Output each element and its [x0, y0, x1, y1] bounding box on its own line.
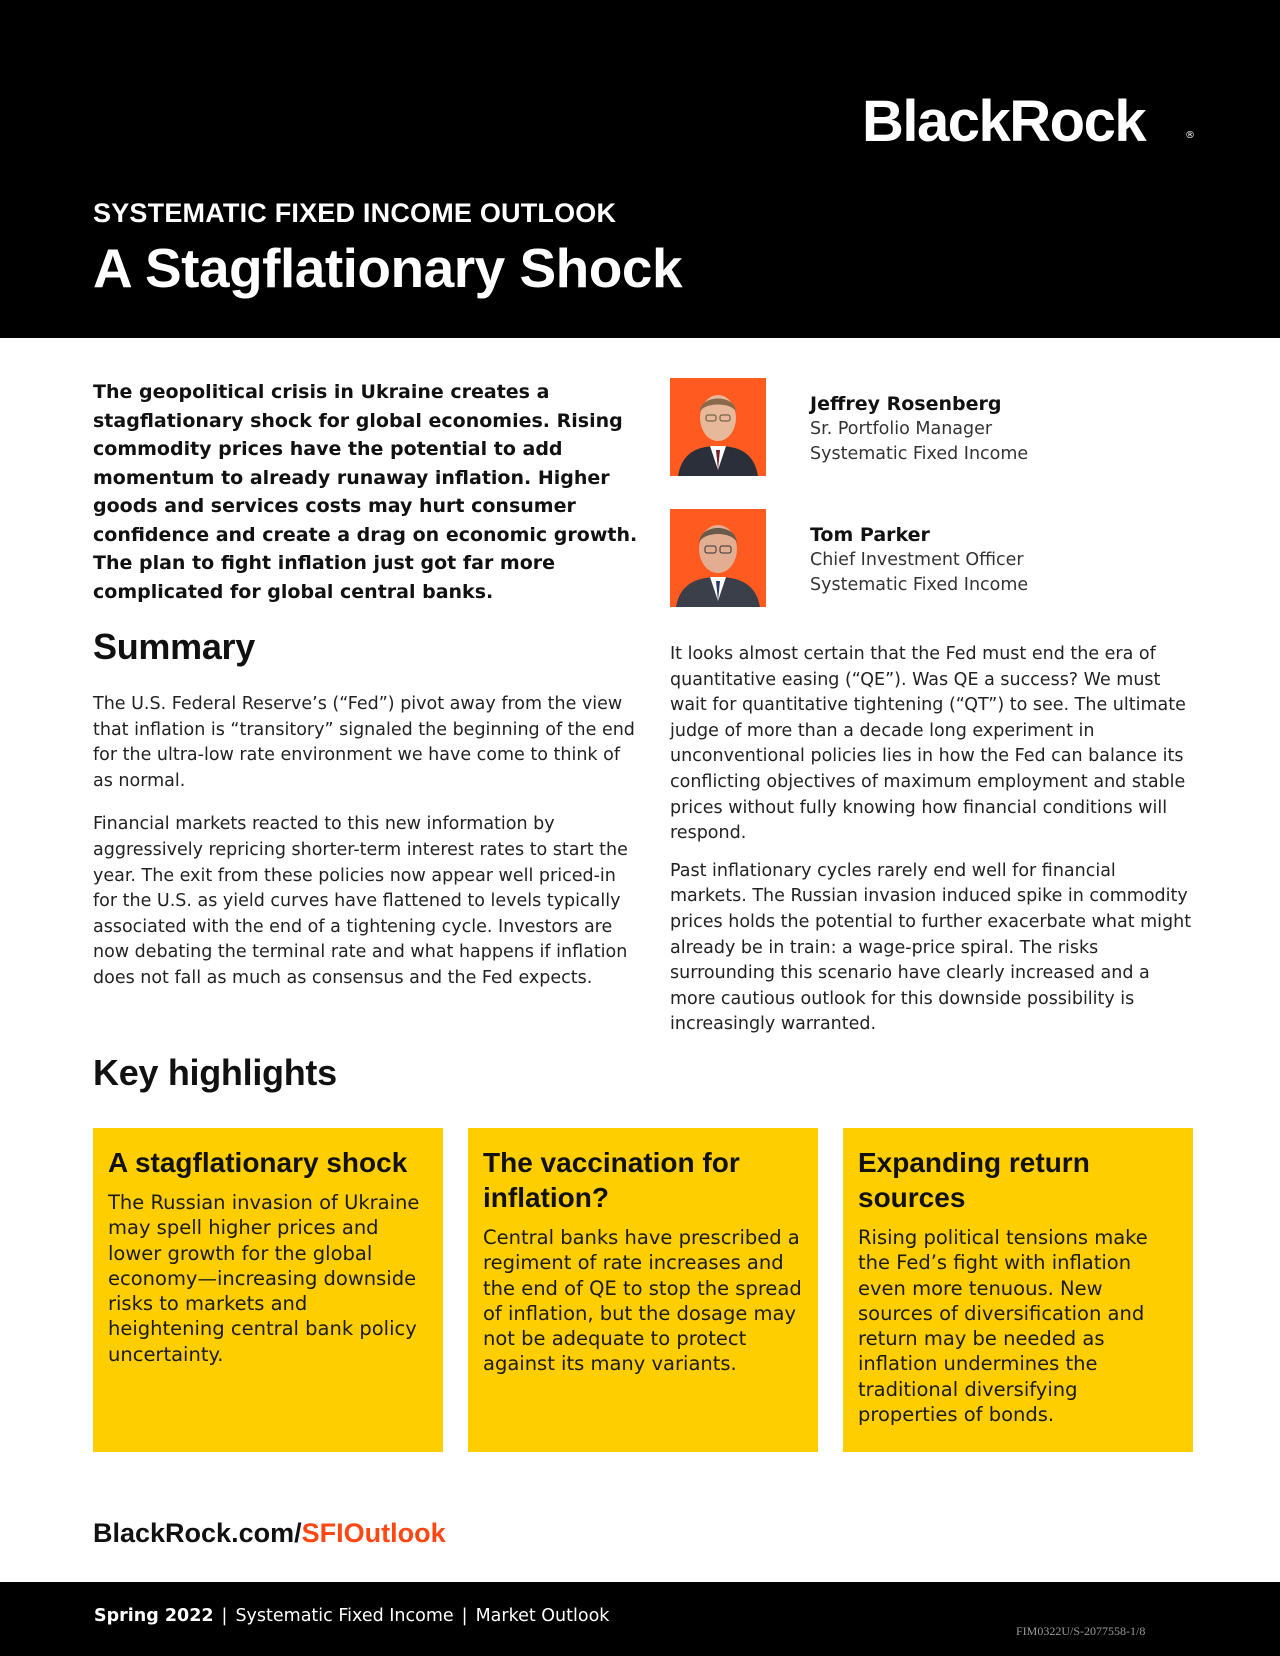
highlight-card [468, 1128, 818, 1452]
blackrock-logo: BlackRock [862, 89, 1146, 154]
highlight-title: Expanding return sources [858, 1147, 1090, 1213]
summary-paragraph: Financial markets reacted to this new information by aggressively repricing shorter-term interest rates to start the year. The exit from these policies now appear well priced-in for the U.S. as yield curves have flattened to levels typically associated with the end of a tightening cycle. Investors are now debating the terminal rate and what happens if inflation does not fall as much as consensus and the Fed expects. [93, 814, 628, 988]
highlight-card [843, 1128, 1193, 1452]
highlight-card [93, 1128, 443, 1452]
highlight-body: Central banks have prescribed a regiment of rate increases and the end of QE to stop the spread of inflation, but the dosage may not be adequate to protect against its many variants. [483, 1226, 802, 1376]
highlight-body: Rising political tensions make the Fed’s fight with inflation even more tenuous. New sources of diversification and return may be needed as inflation undermines the traditional diversifying properties of bonds. [858, 1226, 1148, 1427]
footer-doc-type: Market Outlook [475, 1606, 610, 1626]
summary-paragraph: It looks almost certain that the Fed must end the era of quantitative easing (“QE”). Was QE a success? We must wait for quantitative tightening (“QT”) to see. The ultimate judge of more than a decade long experiment in unconventional policies lies in how the Fed can balance its conflicting objectives of maximum employment and stable prices without fully knowing how financial conditions will respond. [670, 644, 1186, 844]
report-kicker: SYSTEMATIC FIXED INCOME OUTLOOK [93, 198, 617, 228]
highlight-title: The vaccination for inflation? [483, 1147, 740, 1213]
footer-separator: | [221, 1606, 228, 1626]
author-team: Systematic Fixed Income [810, 444, 1029, 464]
document-code: FIM0322U/S-2077558-1/8 [1016, 1624, 1146, 1638]
summary-right-column [670, 642, 1195, 1050]
footer-separator: | [461, 1606, 468, 1626]
highlight-body: The Russian invasion of Ukraine may spell higher prices and lower growth for the global economy—increasing downside risks to markets and heightening central bank policy uncertainty. [108, 1191, 420, 1366]
page-title: A Stagflationary Shock [93, 237, 683, 299]
link-accent: SFIOutlook [301, 1518, 446, 1548]
key-highlights-heading: Key highlights [93, 1052, 337, 1093]
person-icon [670, 378, 766, 476]
summary-left-column [93, 692, 638, 1010]
author-photo [670, 378, 766, 476]
author-name: Tom Parker [810, 524, 930, 546]
author-title: Sr. Portfolio Manager [810, 419, 993, 439]
author-photo [670, 509, 766, 607]
author-card [670, 509, 1190, 609]
footer-meta [94, 1606, 609, 1626]
summary-paragraph: Past inflationary cycles rarely end well for financial markets. The Russian invasion induced spike in commodity prices holds the potential to further exacerbate what might already be in train: a wage-price spiral. The risks surrounding this scenario have clearly increased and a more cautious outlook for this downside possibility is increasingly warranted. [670, 860, 1192, 1035]
highlight-title: A stagflationary shock [108, 1147, 408, 1178]
outlook-link[interactable] [93, 1518, 446, 1549]
author-team: Systematic Fixed Income [810, 575, 1029, 595]
author-card [670, 378, 1190, 478]
author-name: Jeffrey Rosenberg [810, 393, 1002, 415]
person-icon [670, 509, 766, 607]
footer-season: Spring 2022 [94, 1606, 214, 1626]
link-prefix: BlackRock.com/ [93, 1518, 302, 1548]
summary-paragraph: The U.S. Federal Reserve’s (“Fed”) pivot away from the view that inflation is “transitory” signaled the beginning of the end for the ultra-low rate environment we have come to think of as normal. [93, 694, 635, 791]
intro-paragraph: The geopolitical crisis in Ukraine creates a stagflationary shock for global economies. Rising commodity prices have the potential to add momentum to already runaway inflation. Higher goods and services costs may hurt consumer confidence and create a drag on economic growth. The plan to fight inflation just got far more complicated for global central banks. [93, 381, 638, 603]
footer-group: Systematic Fixed Income [235, 1606, 454, 1626]
summary-heading: Summary [93, 626, 255, 667]
registered-mark: ® [1185, 130, 1195, 141]
author-title: Chief Investment Officer [810, 550, 1024, 570]
